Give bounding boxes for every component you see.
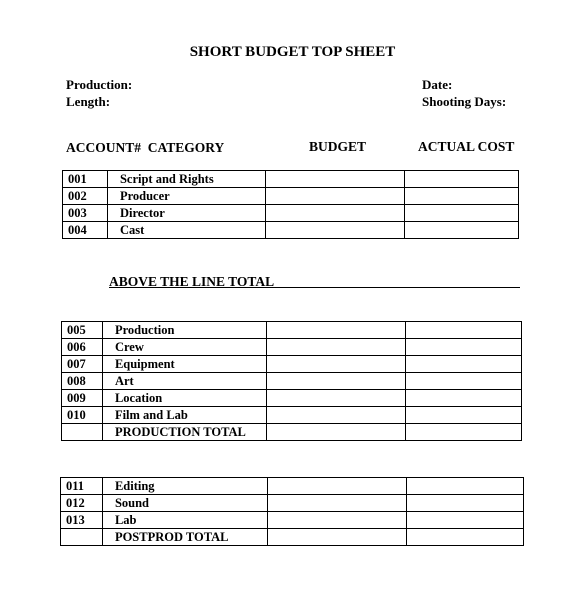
account-code-cell: 005 — [62, 322, 103, 339]
actual-cost-cell[interactable] — [405, 222, 519, 239]
account-code-cell: 010 — [62, 407, 103, 424]
category-cell: Art — [102, 373, 266, 390]
budget-cell[interactable] — [266, 339, 406, 356]
production-label: Production: — [66, 77, 133, 92]
budget-cell[interactable] — [265, 205, 405, 222]
actual-cost-cell[interactable] — [406, 322, 522, 339]
budget-total-cell[interactable] — [267, 529, 407, 546]
actual-cost-cell[interactable] — [407, 495, 524, 512]
budget-cell[interactable] — [266, 356, 406, 373]
actual-cost-cell[interactable] — [407, 512, 524, 529]
account-code-cell — [61, 529, 103, 546]
total-row — [61, 529, 524, 546]
length-label: Length: — [66, 94, 111, 109]
account-code-cell: 009 — [62, 390, 103, 407]
account-code-cell: 013 — [61, 512, 103, 529]
budget-header: BUDGET — [309, 139, 367, 154]
actual-cost-cell[interactable] — [406, 339, 522, 356]
account-code-cell: 001 — [63, 171, 108, 188]
category-cell: Equipment — [102, 356, 266, 373]
category-cell: Film and Lab — [102, 407, 266, 424]
category-cell: Location — [102, 390, 266, 407]
total-label: POSTPROD TOTAL — [102, 529, 267, 546]
budget-cell[interactable] — [267, 478, 407, 495]
account-category-header: ACCOUNT# CATEGORY — [66, 140, 225, 155]
budget-cell[interactable] — [265, 222, 405, 239]
table-row — [62, 407, 522, 424]
budget-cell[interactable] — [266, 390, 406, 407]
actual-cost-cell[interactable] — [406, 407, 522, 424]
budget-cell[interactable] — [266, 373, 406, 390]
actual-cost-cell[interactable] — [406, 356, 522, 373]
budget-cell[interactable] — [267, 495, 407, 512]
actual-cost-cell[interactable] — [407, 478, 524, 495]
budget-total-cell[interactable] — [266, 424, 406, 441]
budget-cell[interactable] — [267, 512, 407, 529]
actual-total-cell[interactable] — [407, 529, 524, 546]
budget-cell[interactable] — [265, 171, 405, 188]
table-row — [61, 478, 524, 495]
table-row — [63, 188, 519, 205]
actual-cost-cell[interactable] — [406, 390, 522, 407]
date-label: Date: — [422, 77, 453, 92]
category-cell: Crew — [102, 339, 266, 356]
actual-cost-cell[interactable] — [405, 205, 519, 222]
budget-cell[interactable] — [266, 407, 406, 424]
category-cell: Producer — [107, 188, 265, 205]
account-code-cell — [62, 424, 103, 441]
account-code-cell: 011 — [61, 478, 103, 495]
account-code-cell: 003 — [63, 205, 108, 222]
category-cell: Director — [107, 205, 265, 222]
table-row — [63, 171, 519, 188]
account-code-cell: 008 — [62, 373, 103, 390]
account-code-cell: 006 — [62, 339, 103, 356]
actual-cost-cell[interactable] — [405, 188, 519, 205]
page-title: SHORT BUDGET TOP SHEET — [189, 44, 396, 60]
budget-cell[interactable] — [266, 322, 406, 339]
table-row — [62, 373, 522, 390]
account-code-cell: 004 — [63, 222, 108, 239]
account-code-cell: 002 — [63, 188, 108, 205]
table-row — [61, 512, 524, 529]
category-cell: Production — [102, 322, 266, 339]
total-row — [62, 424, 522, 441]
category-cell: Sound — [102, 495, 267, 512]
category-cell: Cast — [107, 222, 265, 239]
table-row — [62, 390, 522, 407]
actual-cost-cell[interactable] — [405, 171, 519, 188]
above-line-table — [62, 170, 519, 239]
table-row — [63, 222, 519, 239]
actual-cost-cell[interactable] — [406, 373, 522, 390]
table-row — [61, 495, 524, 512]
postprod-table — [60, 477, 524, 546]
actual-cost-header: ACTUAL COST — [418, 139, 515, 154]
above-line-total-line — [272, 287, 520, 288]
above-line-total-label: ABOVE THE LINE TOTAL — [109, 274, 275, 289]
total-label: PRODUCTION TOTAL — [102, 424, 266, 441]
table-row — [62, 356, 522, 373]
category-cell: Script and Rights — [107, 171, 265, 188]
shooting-days-label: Shooting Days: — [422, 94, 507, 109]
actual-total-cell[interactable] — [406, 424, 522, 441]
budget-cell[interactable] — [265, 188, 405, 205]
table-row — [63, 205, 519, 222]
account-code-cell: 007 — [62, 356, 103, 373]
category-cell: Editing — [102, 478, 267, 495]
account-code-cell: 012 — [61, 495, 103, 512]
production-table — [61, 321, 522, 441]
table-row — [62, 322, 522, 339]
category-cell: Lab — [102, 512, 267, 529]
table-row — [62, 339, 522, 356]
